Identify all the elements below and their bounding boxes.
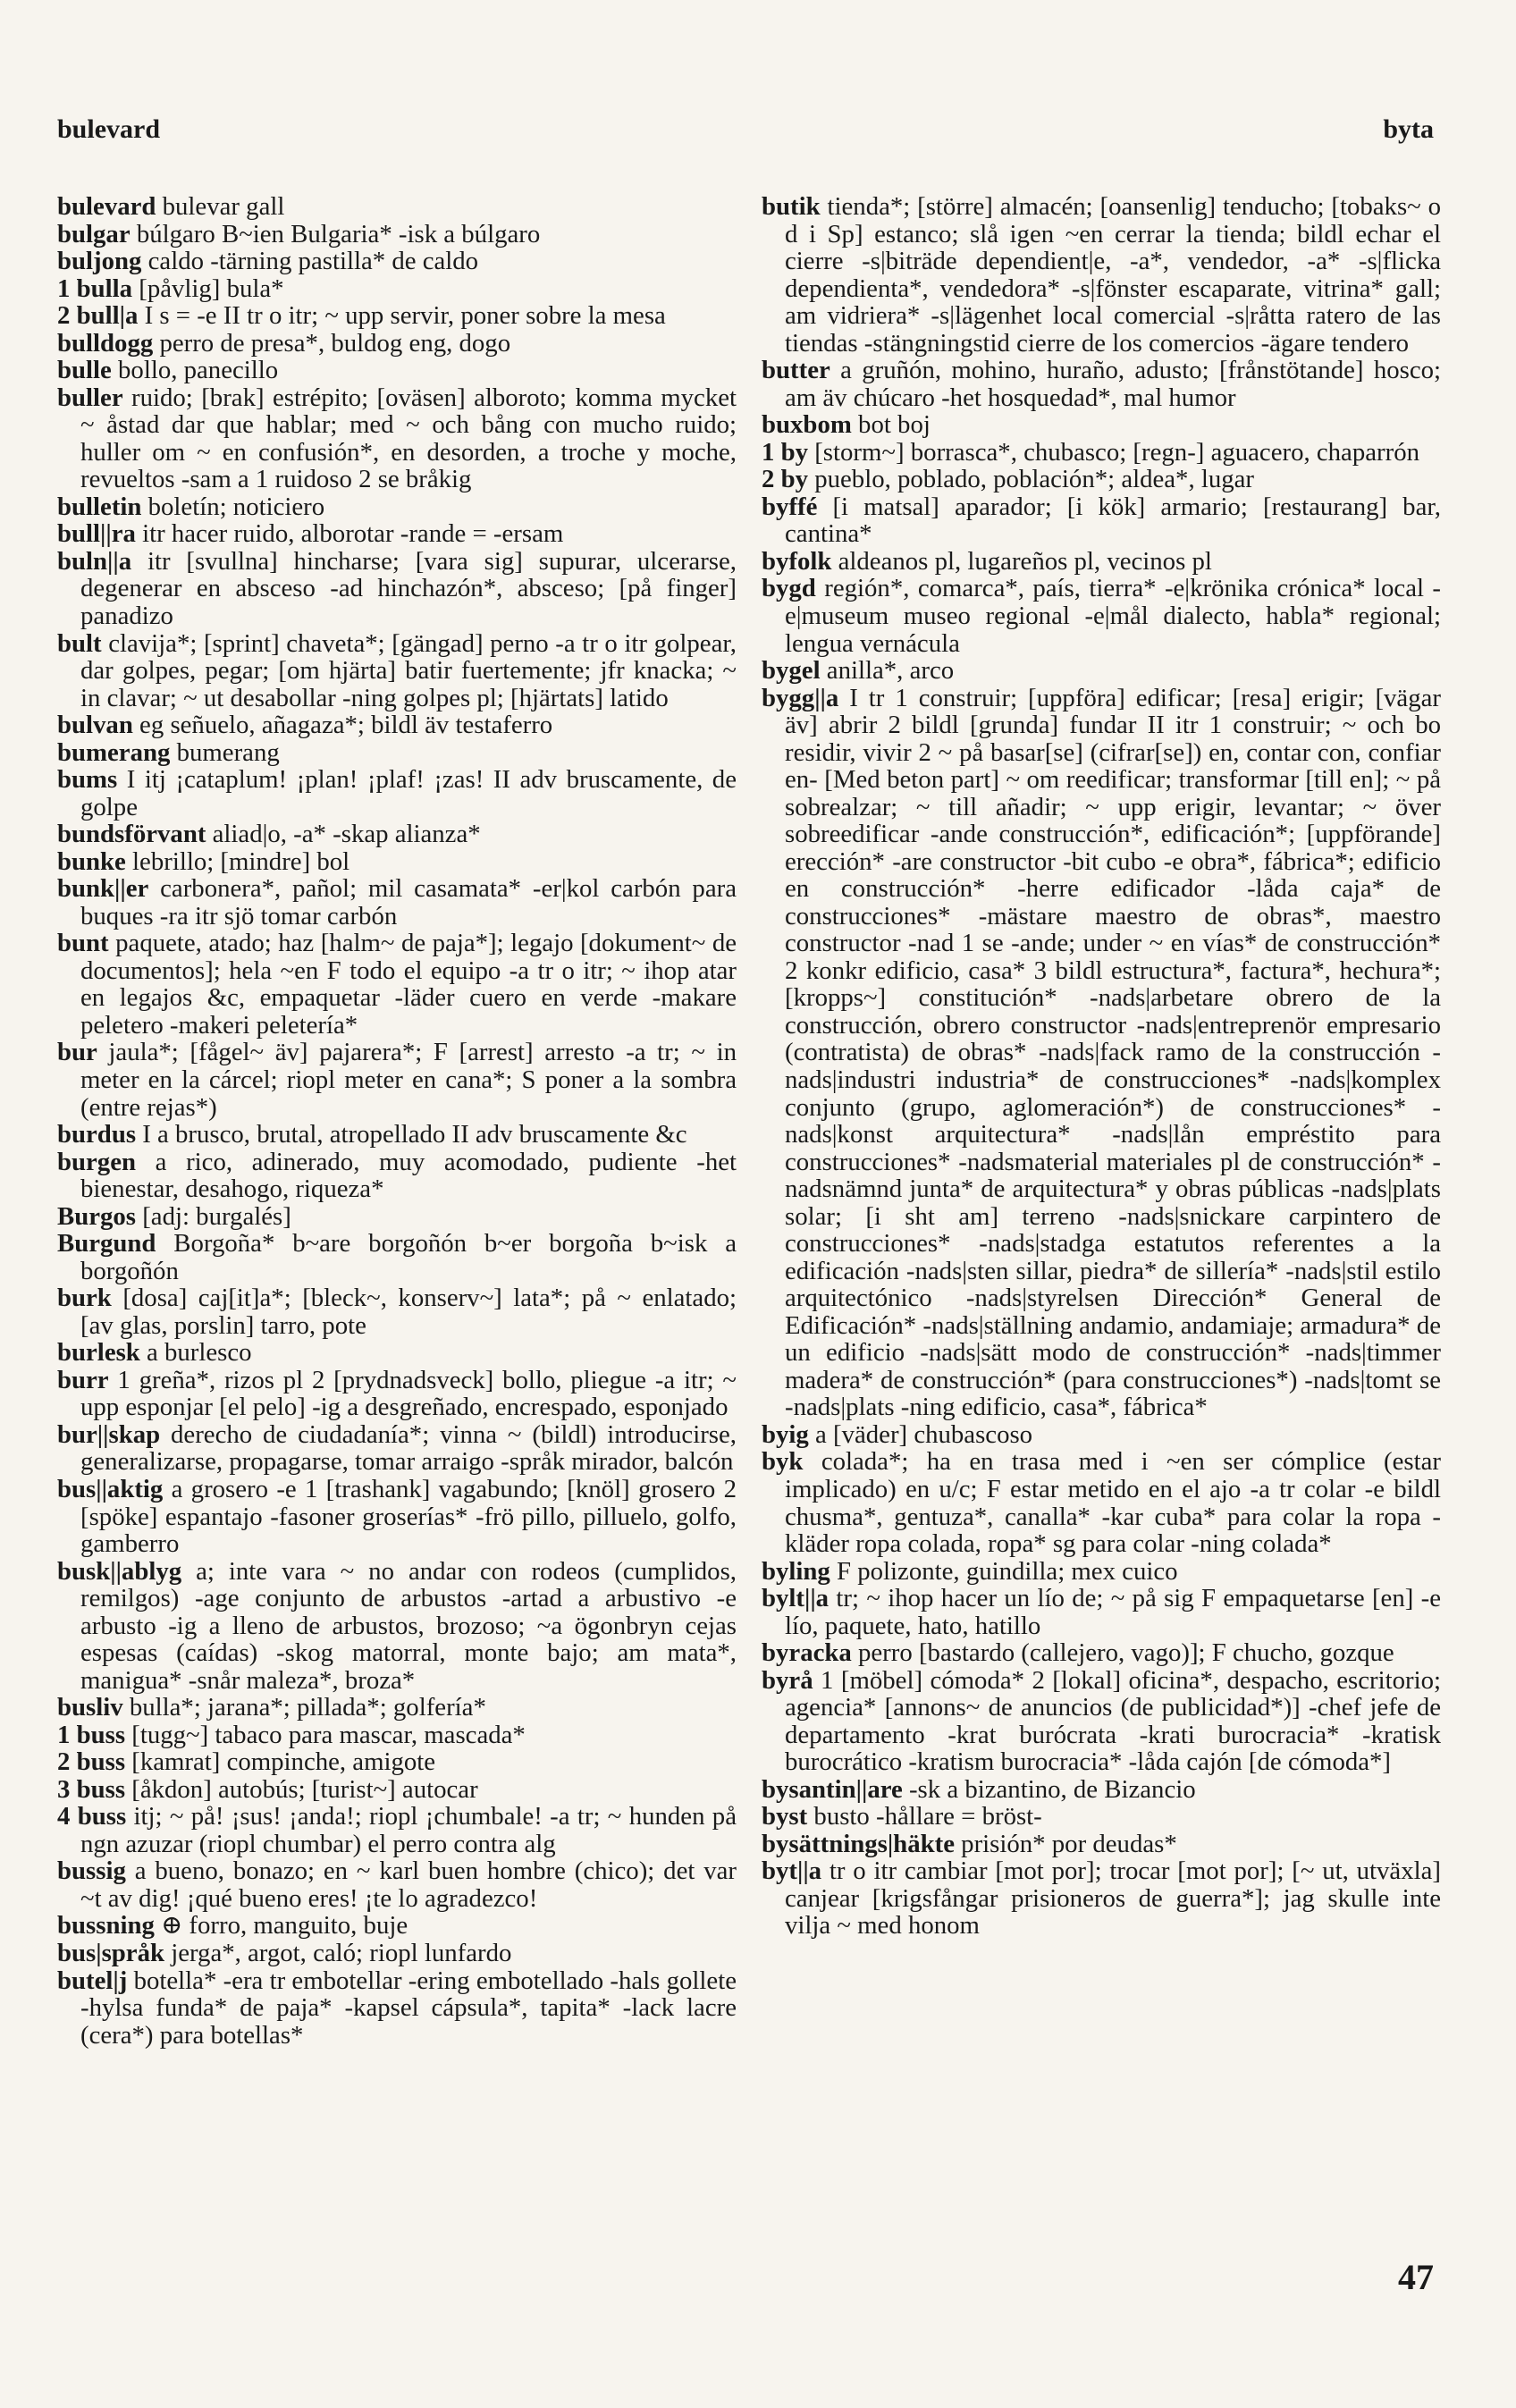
entry-definition: aldeanos pl, lugareños pl, vecinos pl [831, 546, 1212, 576]
entry-headword: bur||skap [57, 1419, 161, 1449]
entry-definition: [påvlig] bula* [132, 274, 284, 303]
entry-definition: F polizonte, guindilla; mex cuico [830, 1556, 1178, 1586]
entry-definition: -sk a bizantino, de Bizancio [902, 1774, 1196, 1804]
entry-definition: colada*; ha en trasa med i ~en ser cómplice (estar implicado) en u/c; F estar metido en el ajo -a tr colar -e bildl chusma*, gentuza*, canalla* -kar cuba* para colar la ropa -kläder ropa colada, ropa* sg para colar -ning colada* [785, 1447, 1441, 1559]
entry-headword: bygel [762, 656, 821, 686]
entry-headword: bus|språk [57, 1939, 164, 1967]
entry-definition: bumerang [170, 737, 280, 767]
entry-definition: I tr 1 construir; [uppföra] edificar; [resa] erigir; [vägar äv] abrir 2 bildl [grunda] fundar II itr 1 construir; ~ och bo residir, vivir 2 ~ på basar[se] (cifrar[se]) en, contar con, confiar en- [Med beton part] ~ om reedificar; transformar [till en]; ~ på sobrealzar; ~ till añadir; ~ upp erigir, levantar; ~ över sobreedificar -ande construcción*, edificación*; [uppförande] erección* -are constructor -bit cubo -e obra*, fábrica*; edificio en construcción* -herre edificador -låda caja* de construcciones* -mästare maestro de obras*, maestro constructor -nad 1 se -ande; under ~ en vías* de construcción* 2 konkr edificio, casa* 3 bildl estructura*, factura*, hechura*; [kropps~] constitución* -nads|arbetare obrero de la construcción, obrero constructor -nads|entreprenör empresario (contratista) de obras* -nads|fack ramo de la construcción -nads|industri industria* de construcciones* -nads|komplex conjunto (grupo, aglomeración*) de construcciones* -nads|konst arquitectura* -nads|lån empréstito para construcciones* -nadsmaterial materiales pl de construcción* -nadsnämnd junta* de arquitectura* y obras públicas -nads|plats solar; [i sht am] terreno -nads|snickare carpintero de construcciones* -nads|stadga estatutos referentes a la edificación -nads|sten sillar, piedra* de sillería* -nads|stil estilo arquitectónico -nads|styrelsen Dirección* General de Edificación* -nads|ställning andamio, andamiaje; armadura* de un edificio -nads|sätt modo de construcción* -nads|timmer madera* de construcción* (para construcciones*) -nads|tomt se -nads|plats -ning edificio, casa*, fábrica* [785, 683, 1441, 1422]
entry-definition: región*, comarca*, país, tierra* -e|krönika crónica* local -e|museum museo regional -e|mål dialecto, habla* regional; lengua vernácula [785, 574, 1441, 658]
entry-headword: burdus [57, 1120, 137, 1149]
dictionary-entry [57, 1121, 737, 1149]
entry-headword: buln||a [57, 546, 132, 576]
dictionary-entry [762, 1857, 1441, 1940]
entry-headword: byst [762, 1802, 808, 1831]
dictionary-entry [57, 1857, 737, 1912]
dictionary-entry [762, 411, 1441, 439]
dictionary-entry [57, 1912, 737, 1940]
entry-definition: [storm~] borrasca*, chubasco; [regn-] aguacero, chaparrón [808, 437, 1419, 467]
entry-headword: byfolk [762, 546, 832, 576]
entry-headword: buller [57, 383, 123, 412]
dictionary-entry [762, 1667, 1441, 1776]
entry-definition: jaula*; [fågel~ äv] pajarera*; F [arrest] arresto -a tr; ~ in meter en la cárcel; riopl meter en cana*; S poner a la sombra (entre rejas*) [80, 1038, 737, 1122]
entry-definition: 1 [möbel] cómoda* 2 [lokal] oficina*, despacho, escritorio; agencia* [annons~ de anuncios (de publicidad*)] -chef jefe de departamento -krat burócrata -krati burocracia* -kratisk burocrático -kratism burocracia* -låda cajón [de cómoda*] [785, 1665, 1441, 1777]
entry-definition: búlgaro B~ien Bulgaria* -isk a búlgaro [130, 219, 541, 248]
dictionary-entry [762, 1558, 1441, 1586]
entry-definition: bulla*; jarana*; pillada*; golfería* [122, 1693, 486, 1722]
entry-definition: [adj: burgalés] [136, 1201, 291, 1231]
entry-headword: bussig [57, 1857, 126, 1886]
entry-headword: 1 bulla [57, 274, 133, 303]
dictionary-entry [57, 520, 737, 548]
dictionary-entry [57, 1203, 737, 1231]
entry-definition: itr hacer ruido, alborotar -rande = -ersam [135, 519, 564, 549]
dictionary-entry [57, 1039, 737, 1121]
entry-headword: byling [762, 1556, 830, 1586]
entry-definition: I s = -e II tr o itr; ~ upp servir, poner sobre la mesa [138, 301, 666, 331]
entry-headword: buljong [57, 247, 142, 276]
entry-headword: 2 by [762, 465, 809, 494]
entry-headword: 1 by [762, 437, 809, 467]
entry-headword: burk [57, 1284, 112, 1313]
entry-headword: bull||ra [57, 519, 136, 549]
entry-definition: [kamrat] compinche, amigote [125, 1747, 436, 1777]
entry-definition: paquete, atado; haz [halm~ de paja*]; legajo [dokument~ de documentos]; hela ~en F todo el equipo -a tr o itr; ~ ihop atar en legajos &c, empaquetar -läder cuero en verde -makare peletero -makeri peletería* [80, 929, 737, 1040]
entry-headword: bulldogg [57, 328, 154, 358]
entry-definition: a burlesco [139, 1338, 252, 1368]
dictionary-entry [762, 493, 1441, 548]
entry-definition: busto -hållare = bröst- [807, 1802, 1042, 1831]
entry-headword: bylt||a [762, 1584, 830, 1613]
entry-definition: lebrillo; [mindre] bol [125, 846, 350, 876]
dictionary-entry [57, 193, 737, 221]
dictionary-entry [57, 221, 737, 248]
entry-headword: bysättnings|häkte [762, 1829, 955, 1858]
entry-definition: a grosero -e 1 [trashank] vagabundo; [knöl] grosero 2 [spöke] espantajo -fasoner groserías* -frö pillo, pilluelo, golfo, gamberro [80, 1474, 737, 1559]
dictionary-entry [57, 1967, 737, 2050]
entry-definition: itr [svullna] hincharse; [vara sig] supurar, ulcerarse, degenerar en absceso -ad hinchazón*, absceso; [på finger] panadizo [80, 546, 737, 630]
dictionary-entry [762, 357, 1441, 411]
entry-headword: butter [762, 356, 830, 385]
entry-headword: bunt [57, 929, 109, 958]
entry-headword: bur [57, 1038, 97, 1067]
dictionary-entry [762, 685, 1441, 1421]
entry-headword: bygd [762, 574, 816, 603]
entry-definition: derecho de ciudadanía*; vinna ~ (bildl) introducirse, generalizarse, propagarse, tomar arraigo -språk mirador, balcón [80, 1419, 737, 1477]
entry-definition: Borgoña* b~are borgoñón b~er borgoña b~isk a borgoñón [80, 1229, 737, 1285]
dictionary-entry [57, 357, 737, 384]
entry-headword: bulgar [57, 219, 131, 248]
dictionary-entry [57, 1421, 737, 1476]
entry-headword: busk||ablyg [57, 1556, 182, 1586]
entry-definition: bollo, panecillo [111, 356, 279, 385]
entry-definition: tr o itr cambiar [mot por]; trocar [mot por]; [~ ut, utväxla] canjear [krigsfångar prisioneros de guerra*]; jag skulle inte vilja ~ med honom [785, 1857, 1441, 1941]
entry-headword: Burgos [57, 1201, 137, 1231]
entry-definition: bot boj [851, 410, 931, 440]
entry-headword: bulletin [57, 492, 142, 521]
entry-headword: byig [762, 1419, 809, 1449]
entry-definition: bulevar gall [156, 192, 285, 221]
entry-headword: bult [57, 628, 102, 658]
entry-headword: bumerang [57, 737, 171, 767]
dictionary-entry [762, 1803, 1441, 1831]
entry-headword: busliv [57, 1693, 123, 1722]
dictionary-entry [762, 1585, 1441, 1639]
entry-definition: [dosa] caj[it]a*; [bleck~, konserv~] lata*; på ~ enlatado; [av glas, porslin] tarro, pote [80, 1284, 737, 1340]
dictionary-entry [762, 1776, 1441, 1804]
dictionary-entry [762, 1639, 1441, 1667]
dictionary-entry [57, 548, 737, 630]
entry-definition: clavija*; [sprint] chaveta*; [gängad] perno -a tr o itr golpear, dar golpes, pegar; [om hjärta] batir fuertemente; jfr knacka; ~ in clavar; ~ ut desabollar -ning golpes pl; [hjärtats] latido [80, 628, 737, 712]
entry-headword: burgen [57, 1147, 137, 1176]
entry-headword: buxbom [762, 410, 852, 440]
entry-headword: bygg||a [762, 683, 839, 712]
page-number: 47 [1398, 2257, 1434, 2297]
dictionary-entry [57, 248, 737, 275]
entry-headword: 2 buss [57, 1747, 126, 1777]
entry-definition: ruido; [brak] estrépito; [oväsen] alboroto; komma mycket ~ åstad dar que hablar; med ~ och bång con mucho ruido; huller om ~ en confusión*, en desorden, a troche y moche, revueltos -sam a 1 ruidoso 2 se bråkig [80, 383, 737, 494]
entry-definition: tr; ~ ihop hacer un lío de; ~ på sig F empaquetarse [en] -e lío, paquete, hato, hatillo [785, 1584, 1441, 1640]
entry-headword: bysantin||are [762, 1774, 903, 1804]
entry-definition: prisión* por deudas* [954, 1829, 1177, 1858]
entry-definition: a [väder] chubascoso [808, 1419, 1033, 1449]
dictionary-entry [57, 1476, 737, 1558]
dictionary-entry [762, 193, 1441, 357]
entry-definition: [i matsal] aparador; [i kök] armario; [restaurang] bar, cantina* [785, 492, 1441, 549]
entry-headword: byffé [762, 492, 818, 521]
dictionary-entry [762, 1831, 1441, 1858]
entry-definition: a bueno, bonazo; en ~ karl buen hombre (chico); det var ~t av dig! ¡qué bueno eres! ¡te lo agradezco! [80, 1857, 737, 1913]
entry-headword: 3 buss [57, 1774, 126, 1804]
dictionary-entry [57, 848, 737, 876]
entry-definition: carbonera*, pañol; mil casamata* -er|kol carbón para buques -ra itr sjö tomar carbón [80, 874, 737, 930]
dictionary-entry [57, 493, 737, 521]
dictionary-entry [57, 1803, 737, 1857]
dictionary-entry [762, 657, 1441, 685]
entry-definition: 1 greña*, rizos pl 2 [prydnadsveck] bollo, pliegue -a itr; ~ upp esponjar [el pelo] -ig a desgreñado, encrespado, esponjado [80, 1365, 737, 1422]
entry-definition: I itj ¡cataplum! ¡plan! ¡plaf! ¡zas! II adv bruscamente, de golpe [80, 765, 737, 821]
dictionary-entry [57, 766, 737, 821]
dictionary-entry [57, 821, 737, 848]
entry-definition: aliad|o, -a* -skap alianza* [206, 820, 481, 849]
dictionary-entry [57, 1367, 737, 1421]
entry-headword: butel|j [57, 1966, 128, 1995]
dictionary-entry [57, 1230, 737, 1284]
dictionary-entry [57, 1149, 737, 1203]
dictionary-entry [762, 1421, 1441, 1449]
dictionary-entry [57, 630, 737, 712]
left-column [57, 193, 737, 2049]
entry-definition: eg señuelo, añagaza*; bildl äv testaferro [132, 711, 553, 740]
dictionary-entry [57, 1940, 737, 1967]
entry-headword: byk [762, 1447, 804, 1477]
right-column [762, 193, 1441, 1940]
entry-headword: 1 buss [57, 1720, 126, 1749]
dictionary-entry [57, 1339, 737, 1367]
entry-definition: a gruñón, mohino, huraño, adusto; [frånstötande] hosco; am äv chúcaro -het hosquedad*, mal humor [785, 356, 1441, 412]
entry-headword: bulle [57, 356, 112, 385]
entry-definition: pueblo, poblado, población*; aldea*, lugar [808, 465, 1255, 494]
entry-headword: bus||aktig [57, 1474, 164, 1503]
entry-headword: Burgund [57, 1229, 156, 1259]
entry-definition: perro de presa*, buldog eng, dogo [153, 328, 511, 358]
dictionary-entry [57, 711, 737, 739]
entry-definition: boletín; noticiero [141, 492, 325, 521]
dictionary-entry [57, 1284, 737, 1339]
entry-headword: bunk||er [57, 874, 149, 904]
dictionary-entry [762, 466, 1441, 493]
dictionary-entry [57, 1558, 737, 1695]
dictionary-entry [57, 1694, 737, 1722]
entry-definition: a rico, adinerado, muy acomodado, pudiente -het bienestar, desahogo, riqueza* [80, 1147, 737, 1204]
dictionary-entry [57, 302, 737, 330]
entry-definition: perro [bastardo (callejero, vago)]; F chucho, gozque [851, 1638, 1394, 1668]
dictionary-entry [57, 930, 737, 1039]
dictionary-entry [57, 330, 737, 358]
entry-definition: jerga*, argot, caló; riopl lunfardo [164, 1939, 512, 1967]
entry-definition: I a brusco, brutal, atropellado II adv bruscamente &c [136, 1120, 687, 1149]
entry-headword: byrå [762, 1665, 813, 1695]
entry-headword: bunke [57, 846, 126, 876]
entry-headword: bulevard [57, 192, 156, 221]
entry-headword: burr [57, 1365, 109, 1394]
entry-headword: bundsförvant [57, 820, 206, 849]
dictionary-entry [762, 575, 1441, 657]
entry-definition: ⊕ forro, manguito, buje [154, 1911, 408, 1941]
dictionary-entry [762, 1448, 1441, 1557]
entry-headword: bums [57, 765, 118, 795]
entry-definition: a; inte vara ~ no andar con rodeos (cumplidos, remilgos) -age conjunto de arbustos -artad a arbustivo -e arbusto -ig a lleno de arbustos, brozoso; ~a ögonbryn cejas espesas (caídas) -skog matorral, monte bajo; am mata*, manigua* -snår maleza*, broza* [80, 1556, 737, 1695]
dictionary-entry [57, 1776, 737, 1804]
entry-definition: [åkdon] autobús; [turist~] autocar [125, 1774, 478, 1804]
dictionary-entry [57, 875, 737, 930]
entry-headword: bussning [57, 1911, 155, 1941]
entry-definition: [tugg~] tabaco para mascar, mascada* [125, 1720, 526, 1749]
entry-headword: bulvan [57, 711, 133, 740]
entry-headword: byracka [762, 1638, 852, 1668]
entry-definition: itj; ~ på! ¡sus! ¡anda!; riopl ¡chumbale! -a tr; ~ hunden på ngn azuzar (riopl chumbar) el perro contra alg [80, 1802, 737, 1858]
dictionary-entry [57, 384, 737, 493]
entry-definition: tienda*; [större] almacén; [oansenlig] tenducho; [tobaks~ o d i Sp] estanco; slå igen ~en cerrar la tienda; bildl echar el cierre -s|biträde dependient|e, -a*, vendedor, -a* -s|flicka dependienta*, vendedora* -s|fönster escaparate, vitrina* gall; am vidriera* -s|lägenhet local comercial -s|råtta ratero de las tiendas -stängningstid cierre de los comercios -ägare tendero [785, 192, 1441, 358]
dictionary-entry [57, 739, 737, 767]
entry-headword: butik [762, 192, 821, 221]
entry-headword: byt||a [762, 1857, 822, 1886]
running-head-left: bulevard [57, 114, 161, 144]
entry-definition: botella* -era tr embotellar -ering embotellado -hals gollete -hylsa funda* de paja* -kapsel cápsula*, tapita* -lack lacre (cera*) para botellas* [80, 1966, 737, 2050]
entry-headword: 4 buss [57, 1802, 127, 1831]
running-head-right: byta [1383, 114, 1434, 144]
dictionary-entry [57, 1722, 737, 1749]
entry-headword: burlesk [57, 1338, 140, 1368]
dictionary-entry [57, 275, 737, 303]
dictionary-entry [57, 1748, 737, 1776]
dictionary-entry [762, 548, 1441, 576]
entry-headword: 2 bull|a [57, 301, 139, 331]
dictionary-entry [762, 439, 1441, 467]
entry-definition: anilla*, arco [820, 656, 955, 686]
entry-definition: caldo -tärning pastilla* de caldo [141, 247, 479, 276]
